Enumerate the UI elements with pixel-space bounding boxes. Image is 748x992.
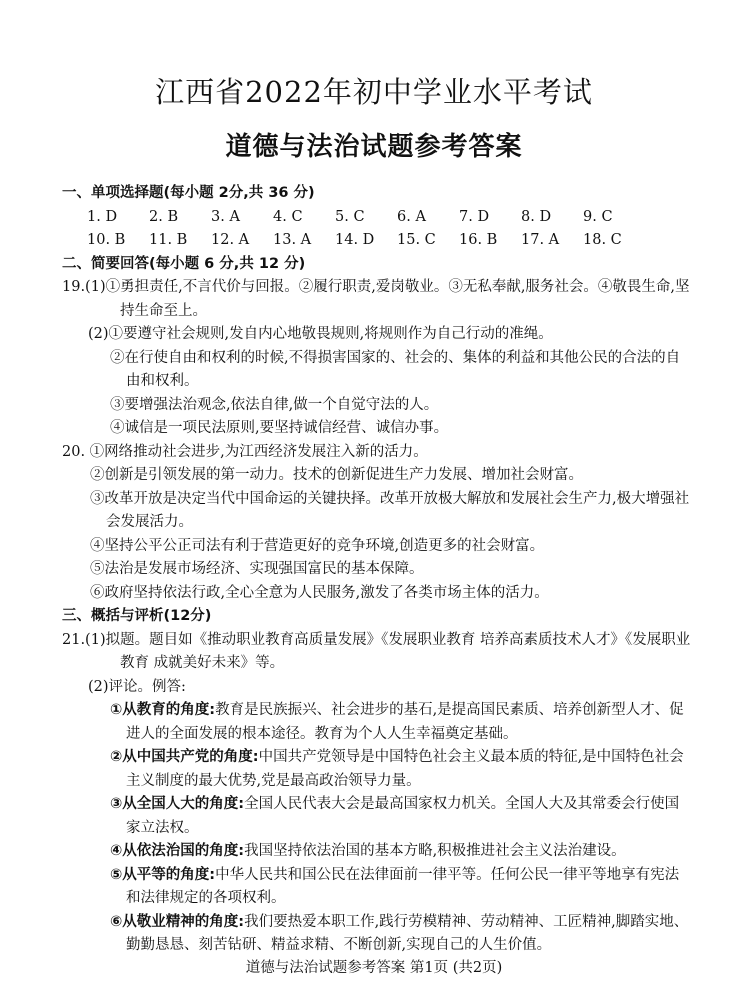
q20-item2: ②创新是引领发展的第一动力。技术的创新促进生产力发展、增加社会财富。 [90, 467, 583, 483]
choice-answer: 8. D [521, 208, 552, 225]
comment-label: ②从中国共产党的角度: [110, 749, 259, 765]
answer-content [62, 182, 692, 958]
choice-answer: 1. D [87, 208, 118, 225]
comment-label: ①从教育的角度: [110, 702, 216, 718]
q19-part2-item3: ③要增强法治观念,依法自律,做一个自觉守法的人。 [110, 396, 439, 413]
choice-answer: 16. B [459, 232, 498, 248]
comment-text: 中国共产党领导是中国特色社会主义最本质的特征,是中国特色社会主义制度的最大优势,党是最高政治领导力量。 [126, 749, 684, 789]
q19-part2-item1: (2)①要遵守社会规则,发自内心地敬畏规则,将规则作为自己行动的准绳。 [88, 326, 553, 342]
q19-part2-item4: ④诚信是一项民法原则,要坚持诚信经营、诚信办事。 [110, 420, 449, 436]
choice-answer: 11. B [149, 232, 188, 248]
q20-item4: ④坚持公平公正司法有利于营造更好的竞争环境,创造更多的社会财富。 [90, 537, 545, 554]
section-heading-choice: 一、单项选择题(每小题 2分,共 36 分) [62, 185, 315, 201]
choice-answer: 7. D [459, 208, 490, 225]
q21-part2-intro: (2)评论。例答: [88, 678, 186, 695]
choice-answers-row-2 [62, 229, 692, 253]
q20-item5: ⑤法治是发展市场经济、实现强国富民的基本保障。 [90, 561, 424, 577]
choice-answer: 9. C [583, 208, 613, 225]
exam-title: 江西省2022年初中学业水平考试 [155, 75, 593, 109]
choice-answer: 17. A [521, 232, 560, 248]
choice-answer: 3. A [211, 208, 240, 225]
comment-label: ⑥从敬业精神的角度: [110, 913, 245, 930]
comment-text: 中华人民共和国公民在法律面前一律平等。任何公民一律平等地享有宪法和法律规定的各项权利。 [126, 866, 680, 906]
comment-label: ⑤从平等的角度: [110, 866, 216, 883]
choice-answer: 13. A [273, 232, 312, 248]
q19-part1: 19.(1)①勇担责任,不言代价与回报。②履行职责,爱岗敬业。③无私奉献,服务社会。④敬畏生命,坚持生命至上。 [62, 279, 690, 319]
comment-label: ④从依法治国的角度: [110, 843, 245, 859]
choice-answer: 2. B [149, 208, 179, 225]
choice-answer: 10. B [87, 232, 126, 248]
comment-text: 我们要热爱本职工作,践行劳模精神、劳动精神、工匠精神,脚踏实地、勤勤恳恳、刻苦钻研、精益求精、不断创新,实现自己的人生价值。 [126, 913, 689, 953]
q21-comment-item [62, 746, 692, 793]
q21-comment-item [62, 840, 692, 864]
q20-item3: ③改革开放是决定当代中国命运的关键抉择。改革开放极大解放和发展社会生产力,极大增强社会发展活力。 [90, 490, 690, 530]
choice-answer: 14. D [335, 232, 375, 248]
choice-answer: 15. C [397, 232, 436, 248]
comment-text: 我国坚持依法治国的基本方略,积极推进社会主义法治建设。 [244, 843, 626, 859]
q21-comment-item [62, 864, 692, 911]
q20-item6: ⑥政府坚持依法行政,全心全意为人民服务,激发了各类市场主体的活力。 [90, 584, 549, 601]
q20-item1: 20. ①网络推动社会进步,为江西经济发展注入新的活力。 [62, 443, 428, 460]
choice-answer: 6. A [397, 208, 426, 225]
q21-comment-item [62, 911, 692, 958]
section-heading-analysis: 三、概括与评析(12分) [62, 608, 212, 624]
comment-text: 教育是民族振兴、社会进步的基石,是提高国民素质、培养创新型人才、促进人的全面发展的根本途径。教育为个人人生幸福奠定基础。 [126, 702, 684, 742]
choice-answer: 4. C [273, 208, 303, 225]
q21-comment-item [62, 793, 692, 840]
choice-answer: 18. C [583, 232, 622, 248]
page-footer: 道德与法治试题参考答案 第1页 (共2页) [245, 960, 503, 976]
choice-answers-row-1 [62, 206, 692, 230]
q21-comment-item [62, 699, 692, 746]
answer-key-title: 道德与法治试题参考答案 [225, 132, 523, 162]
choice-answer: 5. C [335, 208, 365, 225]
comment-text: 全国人民代表大会是最高国家权力机关。全国人大及其常委会行使国家立法权。 [126, 796, 680, 836]
comment-label: ③从全国人大的角度: [110, 796, 245, 812]
section-heading-short-answer: 二、简要回答(每小题 6 分,共 12 分) [62, 255, 306, 272]
q19-part2-item2: ②在行使自由和权利的时候,不得损害国家的、社会的、集体的利益和其他公民的合法的自由和权利。 [110, 349, 681, 389]
choice-answer: 12. A [211, 232, 250, 248]
q21-part1: 21.(1)拟题。题目如《推动职业教育高质量发展》《发展职业教育 培养高素质技术人才》《发展职业教育 成就美好未来》等。 [62, 631, 691, 671]
